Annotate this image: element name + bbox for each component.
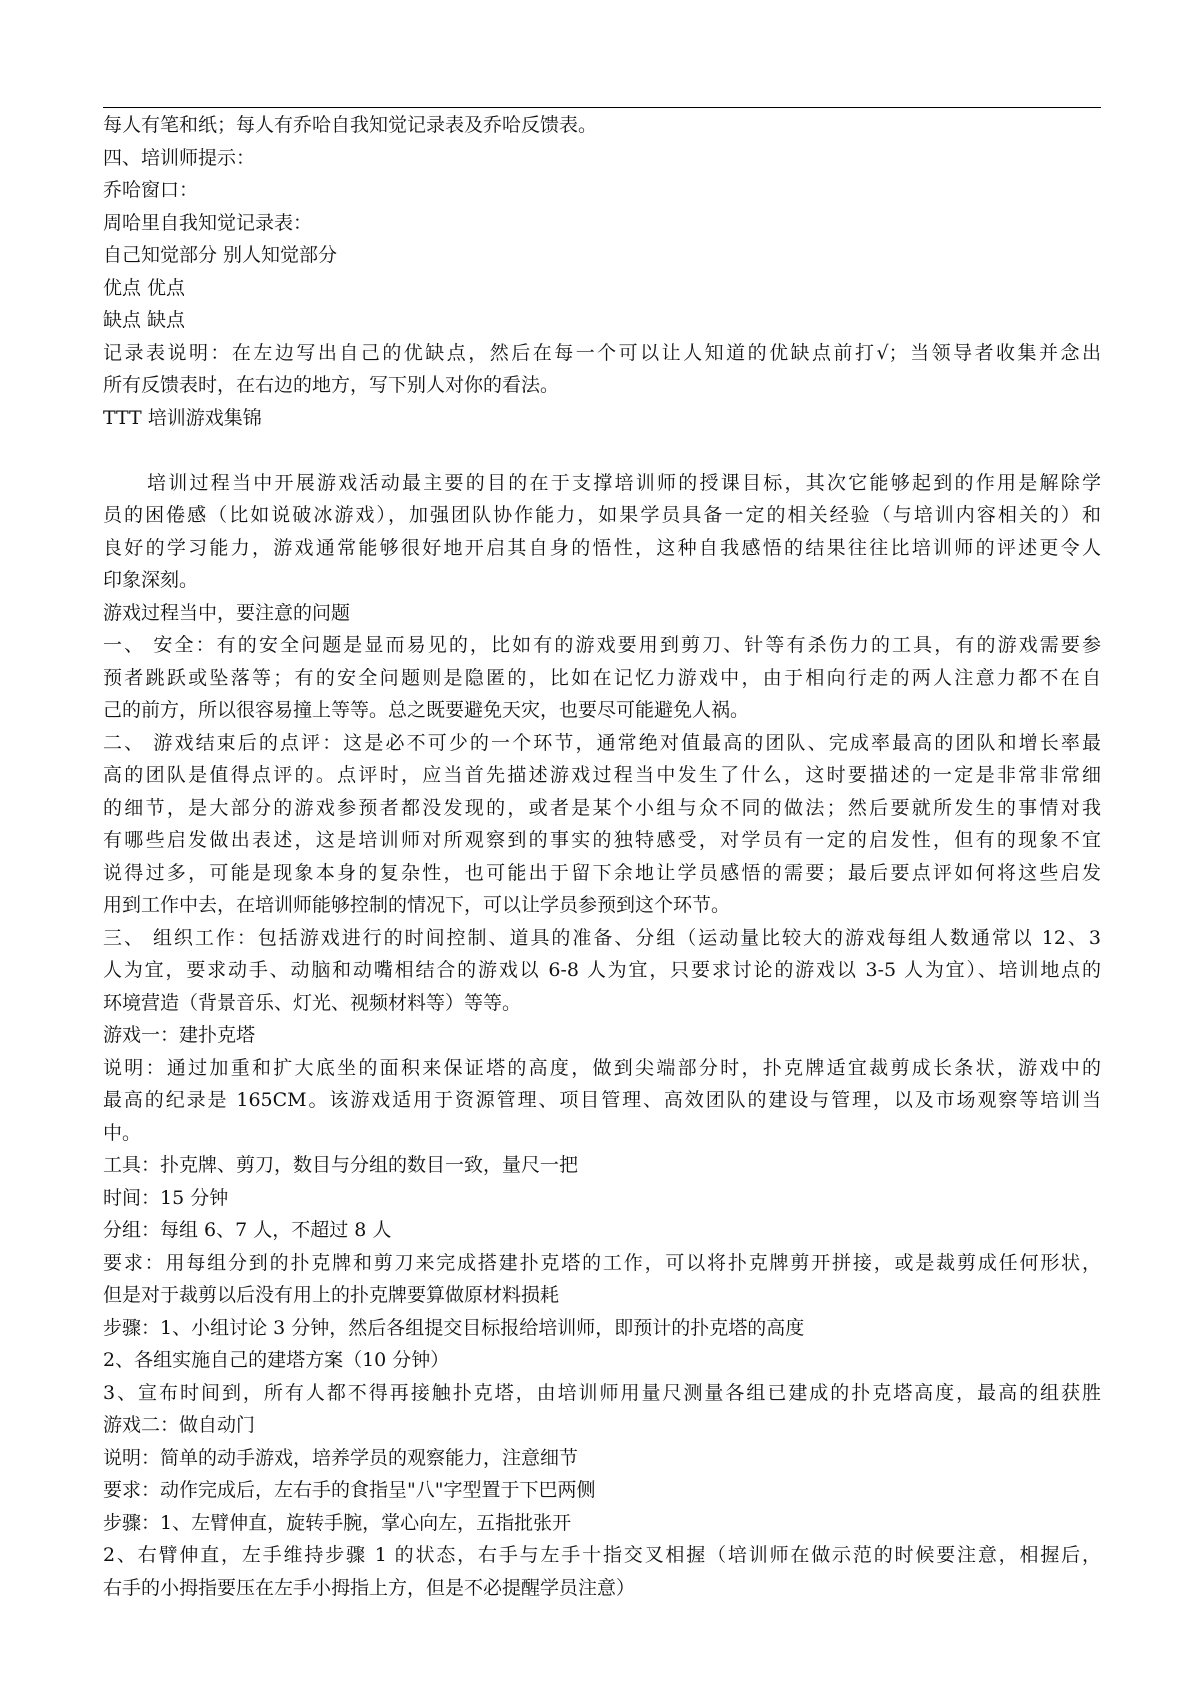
- text-line: 要求：动作完成后，左右手的食指呈"八"字型置于下巴两侧: [103, 1479, 596, 1501]
- text-line: 2、各组实施自己的建塔方案（10 分钟）: [103, 1349, 450, 1371]
- text-line: 游戏一：建扑克塔: [103, 1024, 256, 1046]
- text-line: 3、宣布时间到，所有人都不得再接触扑克塔，由培训师用量尺测量各组已建成的扑克塔高度，最高的组获胜: [103, 1381, 1101, 1404]
- text-line: 周哈里自我知觉记录表：: [103, 211, 313, 234]
- text-line: 良好的学习能力，游戏通常能够很好地开启其自身的悟性，这种自我感悟的结果往往比培训师的评述更令人: [103, 536, 1101, 559]
- text-line: 分组：每组 6、7 人，不超过 8 人: [103, 1219, 392, 1241]
- text-line: 印象深刻。: [103, 569, 199, 591]
- header-rule: [103, 107, 1101, 108]
- text-line: 缺点 缺点: [103, 309, 186, 331]
- text-line: 二、 游戏结束后的点评：这是必不可少的一个环节，通常绝对值最高的团队、完成率最高的团队和增长率最: [103, 731, 1101, 754]
- text-line: 最高的纪录是 165CM。该游戏适用于资源管理、项目管理、高效团队的建设与管理，以及市场观察等培训当: [103, 1089, 1101, 1111]
- text-line: 说明：简单的动手游戏，培养学员的观察能力，注意细节: [103, 1446, 579, 1469]
- blank-line: [103, 434, 1101, 467]
- text-line: 2、右臂伸直，左手维持步骤 1 的状态，右手与左手十指交叉相握（培训师在做示范的时候要注意，相握后，: [103, 1544, 1101, 1566]
- text-line: 说得过多，可能是现象本身的复杂性，也可能出于留下余地让学员感悟的需要；最后要点评如何将这些启发: [103, 861, 1101, 884]
- text-line: 优点 优点: [103, 276, 186, 299]
- text-line: 乔哈窗口：: [103, 179, 199, 201]
- text-line: 要求：用每组分到的扑克牌和剪刀来完成搭建扑克塔的工作，可以将扑克牌剪开拼接，或是裁剪成任何形状，: [103, 1251, 1101, 1274]
- text-line: 三、 组织工作：包括游戏进行的时间控制、道具的准备、分组（运动量比较大的游戏每组人数通常以 12、3: [103, 926, 1101, 949]
- text-line: 步骤：1、左臂伸直，旋转手腕，掌心向左，五指批张开: [103, 1511, 572, 1534]
- text-line: 用到工作中去，在培训师能够控制的情况下，可以让学员参预到这个环节。: [103, 894, 731, 916]
- text-line: 右手的小拇指要压在左手小拇指上方，但是不必提醒学员注意）: [103, 1576, 636, 1599]
- text-line: 但是对于裁剪以后没有用上的扑克牌要算做原材料损耗: [103, 1284, 560, 1306]
- text-line: 时间：15 分钟: [103, 1186, 229, 1209]
- text-line: 己的前方，所以很容易撞上等等。总之既要避免天灾，也要尽可能避免人祸。: [103, 699, 750, 721]
- text-line: 一、 安全：有的安全问题是显而易见的，比如有的游戏要用到剪刀、针等有杀伤力的工具，有的游戏需要参: [103, 634, 1101, 656]
- text-line: 工具：扑克牌、剪刀，数目与分组的数目一致，量尺一把: [103, 1154, 579, 1176]
- text-line: 员的困倦感（比如说破冰游戏），加强团队协作能力，如果学员具备一定的相关经验（与培训内容相关的）和: [103, 504, 1101, 526]
- text-line: 环境营造（背景音乐、灯光、视频材料等）等等。: [103, 991, 522, 1014]
- text-line: 所有反馈表时，在右边的地方，写下别人对你的看法。: [103, 374, 560, 396]
- text-line: 的细节，是大部分的游戏参预者都没发现的，或者是某个小组与众不同的做法；然后要就所发生的事情对我: [103, 796, 1101, 819]
- text-line: 人为宜，要求动手、动脑和动嘴相结合的游戏以 6-8 人为宜，只要求讨论的游戏以 3-5 人为宜）、培训地点的: [103, 959, 1101, 981]
- text-line: 自己知觉部分 别人知觉部分: [103, 244, 338, 266]
- text-line: 培训过程当中开展游戏活动最主要的目的在于支撑培训师的授课目标，其次它能够起到的作用是解除学: [147, 471, 1101, 494]
- text-line: 记录表说明：在左边写出自己的优缺点，然后在每一个可以让人知道的优缺点前打√；当领导者收集并念出: [103, 341, 1101, 364]
- text-line: 四、培训师提示：: [103, 146, 256, 169]
- text-line: 说明：通过加重和扩大底坐的面积来保证塔的高度，做到尖端部分时，扑克牌适宜裁剪成长条状，游戏中的: [103, 1056, 1101, 1079]
- text-line: 预者跳跃或坠落等；有的安全问题则是隐匿的，比如在记忆力游戏中，由于相向行走的两人注意力都不在自: [103, 666, 1101, 689]
- document-body: [103, 109, 1101, 1604]
- text-line: 游戏二：做自动门: [103, 1414, 256, 1436]
- text-line: 每人有笔和纸；每人有乔哈自我知觉记录表及乔哈反馈表。: [103, 114, 598, 136]
- text-line: 中。: [103, 1121, 142, 1144]
- text-line: TTT 培训游戏集锦: [103, 406, 262, 429]
- text-line: 高的团队是值得点评的。点评时，应当首先描述游戏过程当中发生了什么，这时要描述的一定是非常非常细: [103, 764, 1101, 786]
- text-line: 有哪些启发做出表述，这是培训师对所观察到的事实的独特感受，对学员有一定的启发性，但有的现象不宜: [103, 829, 1101, 851]
- text-line: 步骤：1、小组讨论 3 分钟，然后各组提交目标报给培训师，即预计的扑克塔的高度: [103, 1316, 805, 1339]
- text-line: 游戏过程当中，要注意的问题: [103, 601, 351, 624]
